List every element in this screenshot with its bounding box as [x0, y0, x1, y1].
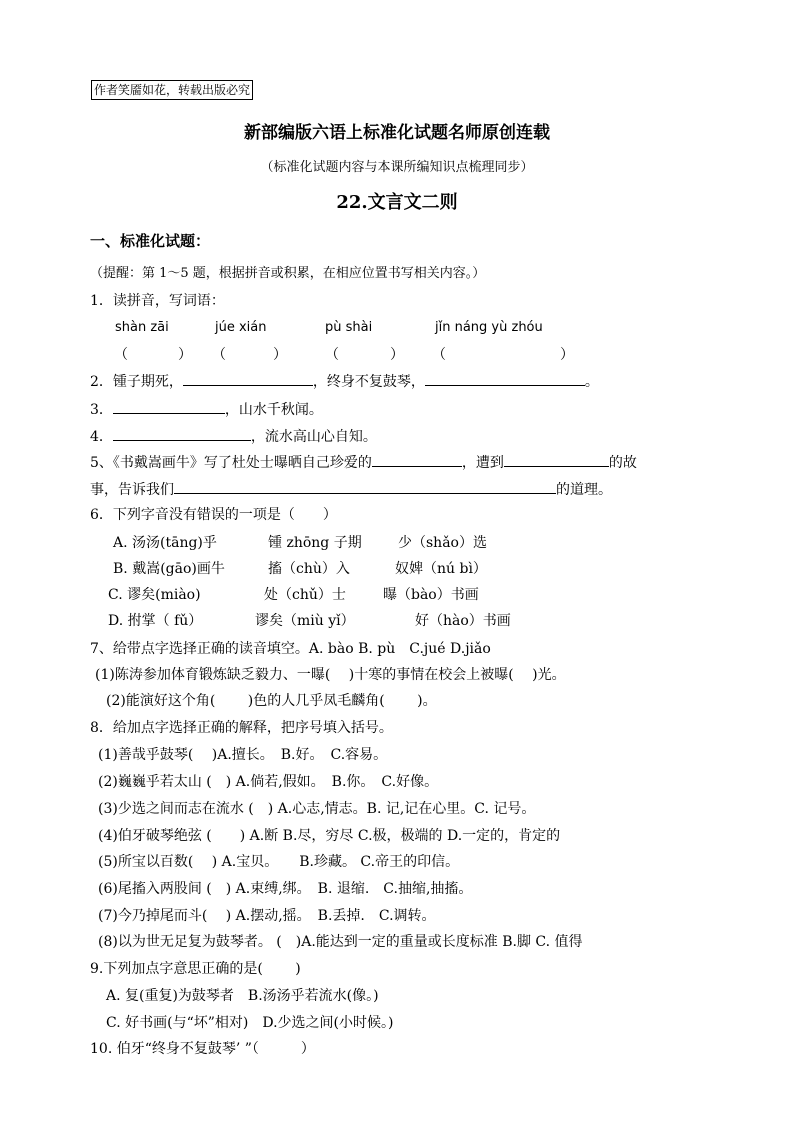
q1-answer-4-open: （ [432, 347, 446, 363]
q5-text-e: 的道理。 [556, 482, 612, 498]
q7-item-2: (2)能演好这个角( )色的人几乎凤毛麟角( )。 [106, 693, 437, 709]
q5-line-1 [90, 452, 637, 472]
q4-blank[interactable] [113, 426, 251, 441]
q6-option-a-2: 锺 zhōng 子期 [268, 535, 362, 551]
q6-option-c-3: 曝（bào）书画 [383, 587, 479, 603]
q8-item-1: (1)善哉乎鼓琴( )A.擅长。 B.好。 C.容易。 [98, 747, 388, 763]
q2-text-a: 2．锺子期死， [90, 374, 183, 390]
author-copyright-note: 作者笑靥如花，转载出版必究 [91, 80, 253, 100]
q7-item-1: (1)陈涛参加体育锻炼缺乏毅力、一曝( )十寒的事情在校会上被曝( )光。 [95, 667, 566, 683]
q2-text-b: ，终身不复鼓琴， [312, 374, 425, 390]
q3-blank[interactable] [113, 399, 225, 414]
q1-answer-2-close: ） [273, 347, 287, 363]
q6-option-d-3: 好（hào）书画 [415, 613, 511, 629]
subtitle: （标准化试题内容与本课所编知识点梳理同步） [260, 160, 534, 175]
q5-text-b: ，遭到 [461, 455, 504, 471]
q1-pinyin-2: júe xián [215, 320, 267, 335]
q8-item-8: (8)以为世无足复为鼓琴者。 ( )A.能达到一定的重量或长度标准 B.脚 C. 值得 [98, 934, 583, 950]
q6-option-c-1: C. 谬矣(miào) [108, 587, 201, 603]
q6-option-a-1: A. 汤汤(tāng)乎 [113, 535, 217, 551]
q6-option-d-1: D. 拊掌（ fǔ） [108, 613, 203, 629]
q3-text-a: 3． [90, 402, 113, 418]
q1-answer-3-close: ） [390, 347, 404, 363]
q1-pinyin-1: shàn zāi [115, 320, 169, 335]
q8-stem: 8．给加点字选择正确的解释，把序号填入括号。 [90, 720, 393, 736]
q7-stem: 7、给带点字选择正确的读音填空。A. bào B. pù C.jué D.jiǎo [90, 641, 491, 657]
q9-option-row-1: A. 复(重复)为鼓琴者 B.汤汤乎若流水(像。) [106, 988, 379, 1004]
q5-blank-2[interactable] [504, 452, 609, 467]
q2 [90, 371, 599, 391]
q4-text-a: 4． [90, 429, 113, 445]
q1-answer-1-open: （ [114, 347, 128, 363]
q8-item-7: (7)今乃掉尾而斗( ) A.摆动,摇。 B.丢掉. C.调转。 [98, 908, 436, 924]
q9-stem: 9.下列加点字意思正确的是( ) [90, 961, 301, 977]
q6-option-b-2: 搐（chù）入 [268, 561, 350, 577]
q6-stem: 6．下列字音没有错误的一项是（ ） [90, 507, 337, 523]
q6-option-a-3: 少（shǎo）选 [398, 535, 487, 551]
q4-text-b: ，流水高山心自知。 [250, 429, 377, 445]
q1-stem: 1．读拼音，写词语： [90, 293, 225, 309]
q8-item-6: (6)尾搐入两股间 ( ) A.束缚,绑。 B. 退缩. C.抽缩,抽搐。 [98, 881, 473, 897]
q2-blank-2[interactable] [425, 371, 585, 386]
q1-answer-2-open: （ [212, 347, 226, 363]
q6-option-c-2: 处（chǔ）士 [264, 587, 346, 603]
q6-option-b-1: B. 戴嵩(gāo)画牛 [113, 561, 225, 577]
q1-pinyin-4: jǐn náng yù zhóu [435, 320, 543, 335]
q10-stem: 10. 伯牙“终身不复鼓琴’ ”（ ） [90, 1041, 315, 1057]
q5-blank-1[interactable] [372, 452, 462, 467]
q1-answer-4-close: ） [560, 347, 574, 363]
section-heading: 一、标准化试题： [90, 232, 211, 250]
q9-option-row-2: C. 好书画(与“坏”相对) D.少选之间(小时候。) [106, 1015, 394, 1031]
q2-blank-1[interactable] [183, 371, 313, 386]
q8-item-5: (5)所宝以百数( ) A.宝贝。 B.珍藏。 C.帝王的印信。 [98, 854, 460, 870]
q1-pinyin-3: pù shài [325, 320, 373, 335]
q8-item-4: (4)伯牙破琴绝弦 ( ) A.断 B.尽，穷尽 C.极，极端的 D.一定的，肯定的 [98, 828, 561, 844]
q6-option-d-2: 谬矣（miù yǐ） [255, 613, 355, 629]
reminder-text: （提醒：第 1～5 题，根据拼音或积累，在相应位置书写相关内容。） [90, 266, 486, 281]
lesson-title: 22.文言文二则 [336, 192, 458, 213]
q5-blank-3[interactable] [174, 479, 556, 494]
main-title: 新部编版六语上标准化试题名师原创连载 [244, 123, 550, 143]
q8-item-3: (3)少选之间而志在流水 ( ) A.心志,情志。B. 记,记在心里。C. 记号。 [98, 801, 536, 817]
q5-line-2 [90, 479, 612, 499]
q8-item-2: (2)巍巍乎若太山 ( ) A.倘若,假如。 B.你。 C.好像。 [98, 774, 439, 790]
q5-text-a: 5、《书戴嵩画牛》写了杜处士曝晒自己珍爱的 [90, 455, 372, 471]
q6-option-b-3: 奴婢（nú bì） [395, 561, 487, 577]
q3 [90, 399, 323, 419]
q1-answer-1-close: ） [178, 347, 192, 363]
q5-text-d: 事，告诉我们 [90, 482, 174, 498]
q3-text-b: ，山水千秋闻。 [224, 402, 323, 418]
q2-text-c: 。 [584, 374, 599, 390]
q1-answer-3-open: （ [325, 347, 339, 363]
q5-text-c: 的故 [608, 455, 637, 471]
q4 [90, 426, 377, 446]
